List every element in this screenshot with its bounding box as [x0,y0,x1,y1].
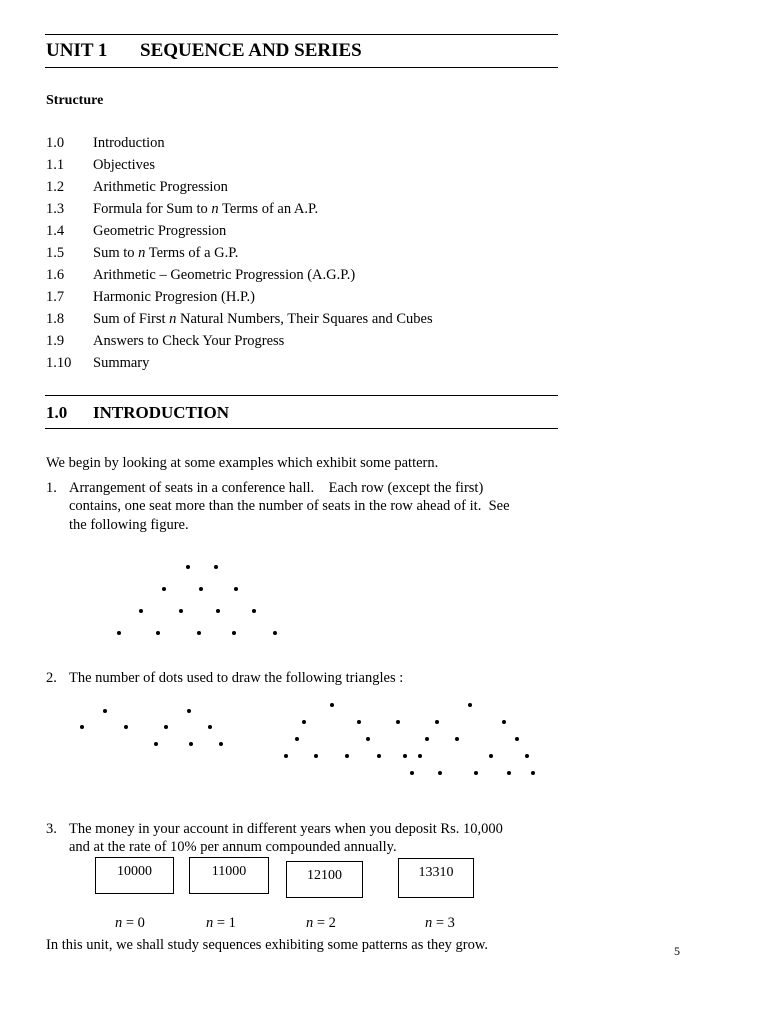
amount-value: 10000 [117,864,152,879]
top-rule [45,34,558,35]
seat-dot [216,609,220,613]
triangle-dot [396,720,400,724]
seat-dot [179,609,183,613]
toc-title: Arithmetic – Geometric Progression (A.G.P.) [93,267,356,283]
triangle-dot [515,737,519,741]
year-value: = 1 [213,915,236,931]
year-variable: n [206,915,214,931]
example-number: 1. [46,480,57,496]
section-number: 1.0 [46,403,68,422]
toc-title: Introduction [93,135,165,151]
toc-number: 1.8 [46,311,65,327]
example-text-line: the following figure. [69,517,189,533]
section-bottom-rule [45,428,558,429]
triangle-dot [403,754,407,758]
structure-heading: Structure [46,93,104,108]
triangle-dot [80,725,84,729]
toc-number: 1.5 [46,245,65,261]
toc-title-part: Sum to [93,245,139,261]
triangle-dot [295,737,299,741]
seat-dot [232,631,236,635]
toc-title-part: Terms of a G.P. [145,245,239,261]
seat-dot [156,631,160,635]
year-label [115,915,145,932]
example-number: 2. [46,670,57,686]
toc-title [93,245,238,262]
triangle-dot [208,725,212,729]
toc-title: Arithmetic Progression [93,179,228,195]
example-number: 3. [46,821,57,837]
triangle-dot [124,725,128,729]
triangle-dot [435,720,439,724]
unit-title: SEQUENCE AND SERIES [140,40,362,61]
triangle-dot [507,771,511,775]
triangle-dot [357,720,361,724]
amount-box [286,861,363,898]
triangle-dot [531,771,535,775]
toc-number: 1.7 [46,289,65,305]
amount-value: 12100 [307,868,342,883]
triangle-dot [189,742,193,746]
triangle-dot [525,754,529,758]
year-variable: n [306,915,314,931]
toc-title-part: Natural Numbers, Their Squares and Cubes [176,311,433,327]
toc-number: 1.4 [46,223,65,239]
triangle-dot [103,709,107,713]
toc-title-part: Sum of First [93,311,170,327]
toc-title: Answers to Check Your Progress [93,333,285,349]
toc-title [93,311,433,328]
seat-dot [199,587,203,591]
seat-dot [117,631,121,635]
triangle-dot [154,742,158,746]
toc-number: 1.6 [46,267,65,283]
toc-number: 1.9 [46,333,65,349]
seat-dot [197,631,201,635]
toc-title-variable: n [138,245,146,261]
seat-dot [273,631,277,635]
toc-title: Harmonic Progresion (H.P.) [93,289,255,305]
year-label [306,915,336,932]
unit-label: UNIT 1 [46,40,108,61]
triangle-dot [187,709,191,713]
page-number: 5 [674,944,680,958]
seat-dot [234,587,238,591]
toc-number: 1.0 [46,135,65,151]
triangle-dot [438,771,442,775]
year-value: = 3 [432,915,455,931]
closing-paragraph: In this unit, we shall study sequences exhibiting some patterns as they grow. [46,937,489,953]
example-text-line: contains, one seat more than the number of seats in the row ahead of it. See [69,498,510,514]
year-value: = 0 [122,915,145,931]
toc-title: Summary [93,355,150,371]
toc-number: 1.1 [46,157,65,173]
triangle-dot [164,725,168,729]
example-text-line: Arrangement of seats in a conference hall. Each row (except the first) [69,480,484,496]
triangle-dot [502,720,506,724]
triangle-dot [302,720,306,724]
example-text-line: and at the rate of 10% per annum compounded annually. [69,839,397,855]
year-value: = 2 [313,915,336,931]
seat-dot [186,565,190,569]
seat-dot [214,565,218,569]
seat-dot [139,609,143,613]
triangle-dot [314,754,318,758]
toc-number: 1.10 [46,355,72,371]
toc-number: 1.2 [46,179,65,195]
toc-title-variable: n [211,201,219,217]
triangle-dot [345,754,349,758]
triangle-dot [284,754,288,758]
triangle-dot [489,754,493,758]
triangle-dot [468,703,472,707]
year-variable: n [425,915,433,931]
triangle-dot [410,771,414,775]
section-title: INTRODUCTION [93,403,230,422]
triangle-dot [455,737,459,741]
seat-dot [162,587,166,591]
triangle-dot [219,742,223,746]
year-variable: n [115,915,123,931]
year-label [206,915,236,932]
example-text-line: The money in your account in different years when you deposit Rs. 10,000 [69,821,503,837]
unit-heading-rule [45,67,558,68]
amount-value: 11000 [211,864,247,879]
intro-paragraph: We begin by looking at some examples which exhibit some pattern. [46,455,439,471]
toc-title [93,201,318,218]
example-text-line: The number of dots used to draw the following triangles : [69,670,404,686]
triangle-dot [377,754,381,758]
amount-box [95,857,174,894]
triangle-dot [366,737,370,741]
triangle-dot [425,737,429,741]
section-top-rule [45,395,558,396]
toc-title: Objectives [93,157,156,173]
toc-number: 1.3 [46,201,65,217]
year-label [425,915,455,932]
seat-dot [252,609,256,613]
triangle-dot [330,703,334,707]
amount-box [189,857,269,894]
triangle-dot [474,771,478,775]
amount-box [398,858,474,898]
toc-title-part: Terms of an A.P. [218,201,319,217]
toc-title: Geometric Progression [93,223,227,239]
amount-value: 13310 [418,865,454,880]
toc-title-variable: n [169,311,177,327]
toc-title-part: Formula for Sum to [93,201,212,217]
triangle-dot [418,754,422,758]
